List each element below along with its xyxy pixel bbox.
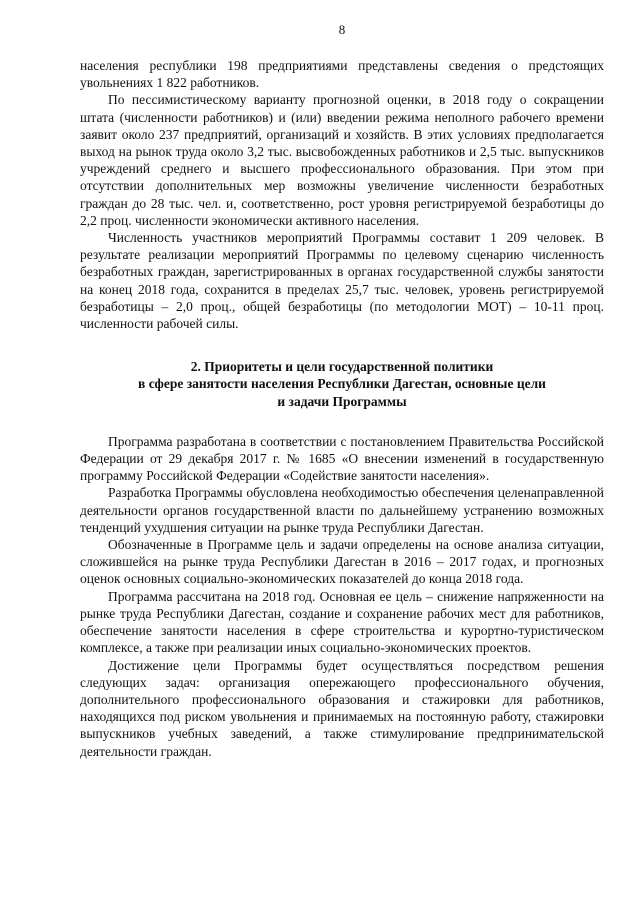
- paragraph-program-rationale: Разработка Программы обусловлена необходимостью обеспечения целенаправленной деятельности органов государственной власти по дальнейшему устранению возможных тенденций ухудшения ситуации на рынке труда Республики Дагестан.: [80, 485, 604, 535]
- paragraph-program-goal: Программа рассчитана на 2018 год. Основная ее цель – снижение напряженности на рынке труда Республики Дагестан, создание и сохранение рабочих мест для работников, обеспечение занятости населения в сфере строительства и курортно-туристическом комплексе, а также при реализации иных социально-экономических проектов.: [80, 588, 604, 656]
- paragraph-goals-analysis: Обозначенные в Программе цель и задачи определены на основе анализа ситуации, сложившейся на рынке труда Республики Дагестан в 2016 – 2017 годах, и прогнозных оценок основных социально-экономических показателей до конца 2018 года.: [80, 537, 604, 587]
- section-heading-line: 2. Приоритеты и цели государственной политики: [190, 359, 494, 375]
- paragraph-program-participants: Численность участников мероприятий Программы составит 1 209 человек. В результате реализации мероприятий Программы по целевому сценарию численность безработных граждан, зарегистрированных в органах государственной службы занятости на конец 2018 года, сохранится в пределах 25,7 тыс. человек, уровень регистрируемой безработицы – 2,0 проц., общей безработицы (по методологии МОТ) – 10-11 проц. численности рабочей силы.: [80, 230, 604, 332]
- paragraph-continuation: населения республики 198 предприятиями представлены сведения о предстоящих увольнениях 1 822 работников.: [80, 58, 604, 91]
- page-number: 8: [338, 22, 346, 37]
- paragraph-pessimistic-forecast: По пессимистическому варианту прогнозной оценки, в 2018 году о сокращении штата (численности работников) и (или) введении режима неполного рабочего времени заявит около 237 предприятий, организаций и хозяйств. В этих условиях предполагается выход на рынок труда около 3,2 тыс. высвобожденных работников и 2,5 тыс. выпускников учреждений среднего и высшего профессионального образования. При этом при отсутствии дополнительных мер возможны увеличение численности безработных граждан до 28 тыс. чел. и, соответственно, рост уровня регистрируемой безработицы до 2,2 проц. численности экономически активного населения.: [80, 92, 604, 228]
- section-heading-line: в сфере занятости населения Республики Дагестан, основные цели: [138, 376, 546, 392]
- section-heading: [80, 358, 604, 410]
- paragraph-program-basis: Программа разработана в соответствии с постановлением Правительства Российской Федерации от 29 декабря 2017 г. № 1685 «О внесении изменений в государственную программу Российской Федерации «Содействие занятости населения».: [80, 433, 604, 484]
- paragraph-program-tasks: Достижение цели Программы будет осуществляться посредством решения следующих задач: организация опережающего профессионального обучения, дополнительного профессионального образования и стажировки для работников, находящихся под риском увольнения и принимаемых на постоянную работу, стажировки выпускников учебных заведений, а также стимулирование предпринимательской деятельности граждан.: [80, 657, 604, 759]
- section-heading-line: и задачи Программы: [277, 393, 407, 409]
